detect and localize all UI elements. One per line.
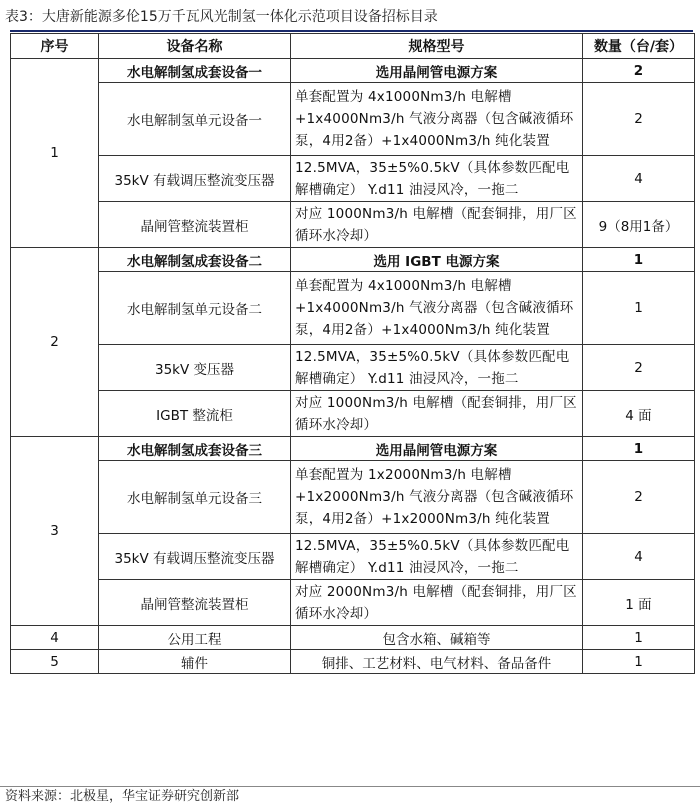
item-name: 晶闸管整流装置柜 — [99, 202, 291, 248]
group-no: 3 — [11, 437, 99, 626]
item-name: IGBT 整流柜 — [99, 391, 291, 437]
summary-name: 水电解制氢成套设备三 — [99, 437, 291, 461]
item-name: 35kV 变压器 — [99, 345, 291, 391]
row-name: 辅件 — [99, 650, 291, 674]
group-no: 1 — [11, 59, 99, 248]
item-qty: 2 — [583, 345, 695, 391]
item-spec: 单套配置为 4x1000Nm3/h 电解槽+1x4000Nm3/h 气液分离器（包含碱液循环泵，4用2备）+1x4000Nm3/h 纯化装置 — [291, 83, 583, 156]
table-row — [11, 248, 695, 272]
table-row — [11, 59, 695, 83]
source-note: 资料来源：北极星，华宝证券研究创新部 — [5, 789, 240, 804]
item-spec: 12.5MVA，35±5%0.5kV（具体参数匹配电解槽确定） Y.d11 油浸风冷，一拖二 — [291, 345, 583, 391]
header-spec: 规格型号 — [291, 34, 583, 59]
item-qty: 1 — [583, 272, 695, 345]
summary-qty: 1 — [583, 437, 695, 461]
table-row — [11, 580, 695, 626]
item-spec: 单套配置为 1x2000Nm3/h 电解槽+1x2000Nm3/h 气液分离器（包含碱液循环泵，4用2备）+1x2000Nm3/h 纯化装置 — [291, 461, 583, 534]
table-row — [11, 650, 695, 674]
summary-name: 水电解制氢成套设备二 — [99, 248, 291, 272]
item-qty: 4 — [583, 534, 695, 580]
item-qty: 9（8用1备） — [583, 202, 695, 248]
table-row — [11, 391, 695, 437]
caption-rule — [10, 30, 693, 32]
item-qty: 4 — [583, 156, 695, 202]
table-caption: 表3：大唐新能源多伦15万千瓦风光制氢一体化示范项目设备招标目录 — [5, 9, 438, 25]
header-name: 设备名称 — [99, 34, 291, 59]
item-name: 水电解制氢单元设备一 — [99, 83, 291, 156]
item-spec: 12.5MVA，35±5%0.5kV（具体参数匹配电解槽确定） Y.d11 油浸风冷，一拖二 — [291, 534, 583, 580]
row-spec: 铜排、工艺材料、电气材料、备品备件 — [291, 650, 583, 674]
summary-name: 水电解制氢成套设备一 — [99, 59, 291, 83]
item-spec: 对应 1000Nm3/h 电解槽（配套铜排，用厂区循环水冷却） — [291, 202, 583, 248]
row-qty: 1 — [583, 650, 695, 674]
table-row — [11, 202, 695, 248]
row-name: 公用工程 — [99, 626, 291, 650]
summary-spec: 选用晶闸管电源方案 — [291, 59, 583, 83]
equipment-table — [10, 33, 695, 674]
table-row — [11, 272, 695, 345]
row-qty: 1 — [583, 626, 695, 650]
item-name: 35kV 有载调压整流变压器 — [99, 534, 291, 580]
summary-qty: 1 — [583, 248, 695, 272]
table-row — [11, 534, 695, 580]
header-no: 序号 — [11, 34, 99, 59]
row-spec: 包含水箱、碱箱等 — [291, 626, 583, 650]
header-qty: 数量（台/套） — [583, 34, 695, 59]
row-no: 4 — [11, 626, 99, 650]
item-spec: 12.5MVA，35±5%0.5kV（具体参数匹配电解槽确定） Y.d11 油浸风冷，一拖二 — [291, 156, 583, 202]
item-qty: 2 — [583, 83, 695, 156]
table-row — [11, 437, 695, 461]
item-name: 晶闸管整流装置柜 — [99, 580, 291, 626]
table-row — [11, 156, 695, 202]
item-spec: 对应 1000Nm3/h 电解槽（配套铜排，用厂区循环水冷却） — [291, 391, 583, 437]
table-row — [11, 83, 695, 156]
item-spec: 对应 2000Nm3/h 电解槽（配套铜排，用厂区循环水冷却） — [291, 580, 583, 626]
table-row — [11, 345, 695, 391]
item-name: 35kV 有载调压整流变压器 — [99, 156, 291, 202]
item-qty: 2 — [583, 461, 695, 534]
header-row — [11, 34, 695, 59]
table-row — [11, 626, 695, 650]
item-name: 水电解制氢单元设备二 — [99, 272, 291, 345]
row-no: 5 — [11, 650, 99, 674]
group-no: 2 — [11, 248, 99, 437]
summary-spec: 选用晶闸管电源方案 — [291, 437, 583, 461]
summary-spec: 选用 IGBT 电源方案 — [291, 248, 583, 272]
item-qty: 1 面 — [583, 580, 695, 626]
table-row — [11, 461, 695, 534]
item-qty: 4 面 — [583, 391, 695, 437]
summary-qty: 2 — [583, 59, 695, 83]
item-spec: 单套配置为 4x1000Nm3/h 电解槽+1x4000Nm3/h 气液分离器（包含碱液循环泵，4用2备）+1x4000Nm3/h 纯化装置 — [291, 272, 583, 345]
item-name: 水电解制氢单元设备三 — [99, 461, 291, 534]
source-divider — [0, 786, 700, 787]
